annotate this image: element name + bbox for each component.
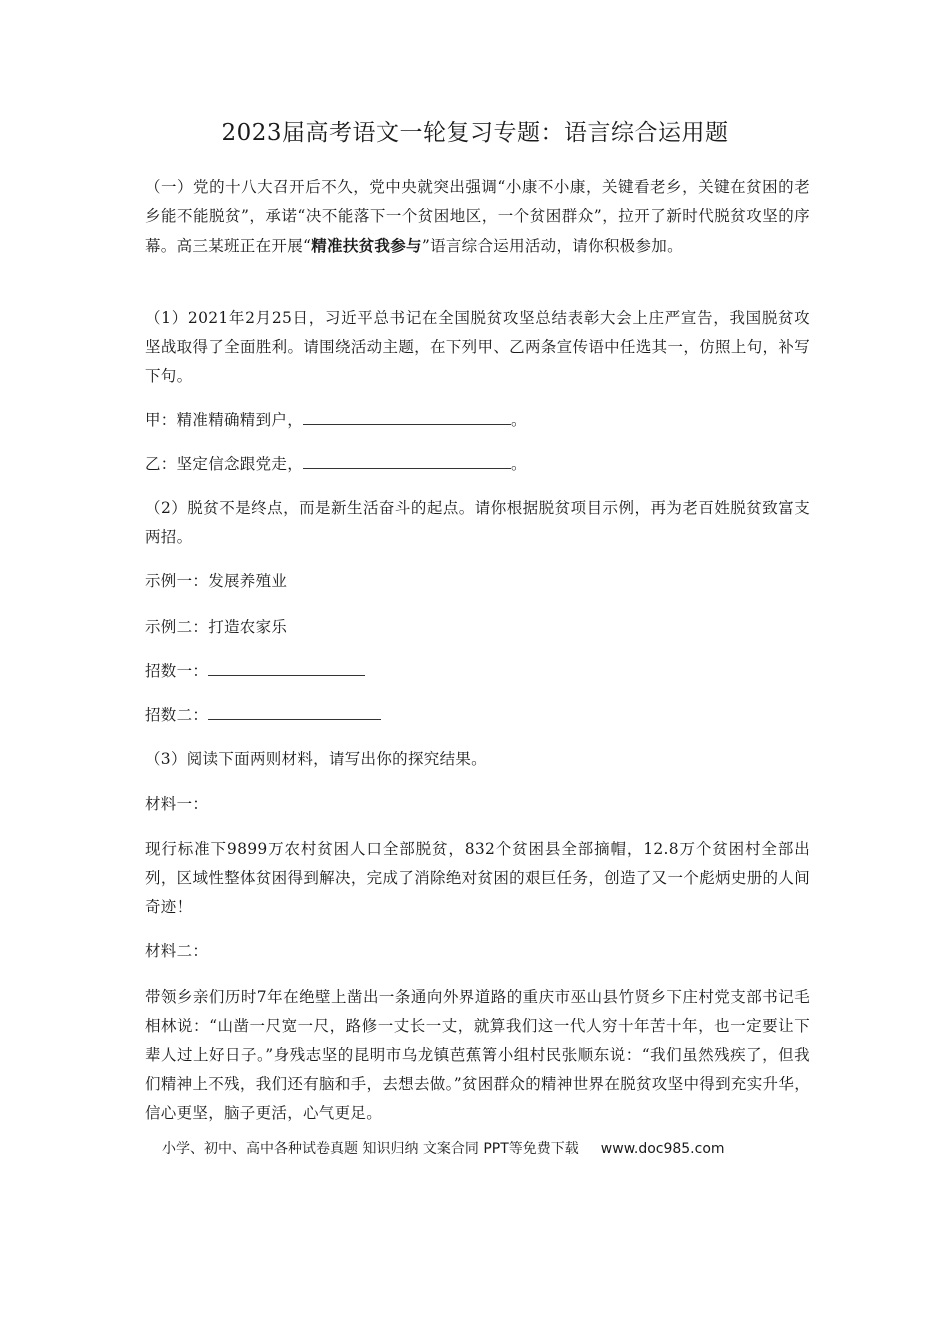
material-2-label: 材料二： — [145, 942, 209, 960]
slogan-a-period: 。 — [511, 411, 527, 429]
intro-paragraph — [145, 173, 810, 261]
slogan-a-blank[interactable] — [303, 406, 511, 425]
move-1-blank[interactable] — [208, 657, 365, 676]
material-1-label: 材料一： — [145, 795, 209, 813]
question-1: （1）2021年2月25日，习近平总书记在全国脱贫攻坚总结表彰大会上庄严宣告，我国脱贫攻坚战取得了全面胜利。请围绕活动主题，在下列甲、乙两条宣传语中任选其一，仿照上句，补写下句。 — [145, 309, 810, 385]
material-1: 现行标准下9899万农村贫困人口全部脱贫，832个贫困县全部摘帽，12.8万个贫困村全部出列，区域性整体贫困得到解决，完成了消除绝对贫困的艰巨任务，创造了又一个彪炳史册的人间奇迹！ — [145, 840, 810, 916]
intro-text-1: （一）党的十八大召开后不久，党中央就突出强调“小康不小康，关键看老乡，关键在贫困的老乡能不能脱贫”，承诺“决不能落下一个贫困地区，一个贫困群众”，拉开了新时代脱贫攻坚的序幕。高三某班正在开展“ — [145, 178, 810, 255]
footer — [162, 1138, 802, 1158]
move-1 — [145, 657, 810, 686]
footer-site-link[interactable]: www.doc985.com — [600, 1141, 725, 1157]
document-title: 2023届高考语文一轮复习专题：语言综合运用题 — [221, 120, 729, 146]
material-2: 带领乡亲们历时7年在绝壁上凿出一条通向外界道路的重庆市巫山县竹贤乡下庄村党支部书记毛相林说：“山凿一尺宽一尺，路修一丈长一丈，就算我们这一代人穷十年苦十年，也一定要让下辈人过上好日子。”身残志坚的昆明市乌龙镇芭蕉箐小组村民张顺东说：“我们虽然残疾了，但我们精神上不残，我们还有脑和手，去想去做。”贫困群众的精神世界在脱贫攻坚中得到充实升华，信心更坚，脑子更活，心气更足。 — [145, 988, 810, 1122]
move-2 — [145, 701, 810, 730]
example-1: 示例一：发展养殖业 — [145, 572, 288, 590]
move-2-blank[interactable] — [208, 701, 381, 720]
question-2: （2）脱贫不是终点，而是新生活奋斗的起点。请你根据脱贫项目示例，再为老百姓脱贫致富支两招。 — [145, 499, 810, 546]
move-1-label: 招数一： — [145, 662, 209, 680]
example-2: 示例二：打造农家乐 — [145, 618, 288, 636]
slogan-b — [145, 450, 810, 479]
move-2-label: 招数二： — [145, 706, 209, 724]
slogan-b-text: 乙：坚定信念跟党走， — [145, 455, 304, 473]
slogan-a-text: 甲：精准精确精到户， — [145, 411, 304, 429]
question-3: （3）阅读下面两则材料，请写出你的探究结果。 — [145, 750, 487, 768]
intro-text-2: ”语言综合运用活动，请你积极参加。 — [421, 237, 683, 255]
footer-text: 小学、初中、高中各种试卷真题 知识归纳 文案合同 PPT等免费下载 — [162, 1141, 579, 1157]
slogan-b-period: 。 — [511, 455, 527, 473]
activity-name: 精准扶贫我参与 — [311, 236, 422, 255]
slogan-b-blank[interactable] — [303, 450, 511, 469]
slogan-a — [145, 406, 810, 435]
